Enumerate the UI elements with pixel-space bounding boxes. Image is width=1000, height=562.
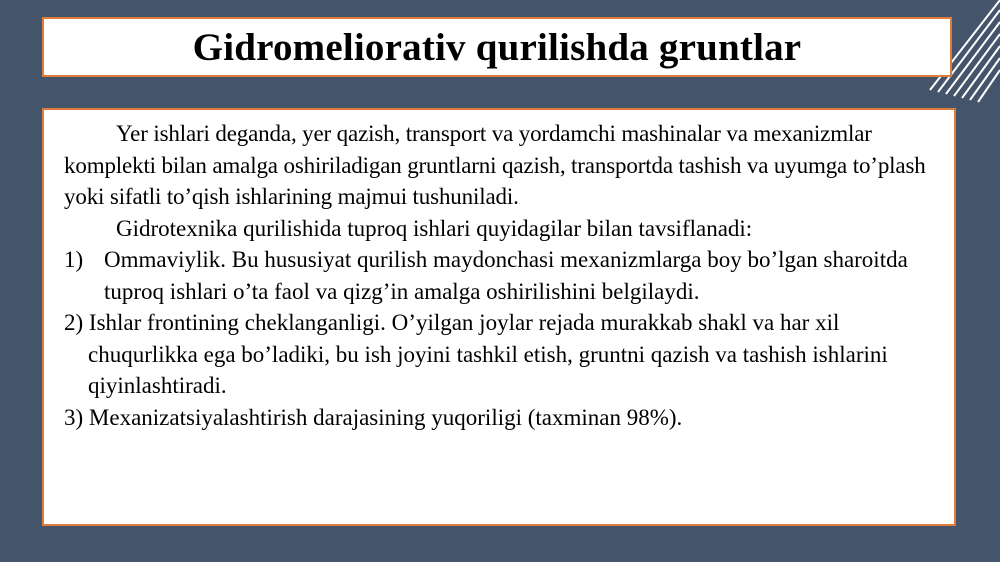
title-box — [42, 17, 952, 77]
intro-paragraph: Yer ishlari deganda, yer qazish, transport va yordamchi mashinalar va mexanizmlar komplekti bilan amalga oshiriladigan gruntlarni qazish, transportda tashish va uyumga to’plash yoki sifatli to’qish ishlarining majmui tushuniladi. — [64, 121, 926, 209]
list-item-number: 1) — [64, 247, 84, 272]
list-item-number: 2) — [64, 310, 84, 335]
content-box — [42, 108, 956, 526]
list-item — [64, 402, 942, 434]
list-item-number: 3) — [64, 404, 84, 430]
list-item — [64, 244, 942, 307]
list-item-text: Ommaviylik. Bu hususiyat qurilish maydonchasi mexanizmlarga boy bo’lgan sharoitda tuproq ishlari o’ta faol va qizg’in amalga oshirilishini belgilaydi. — [104, 247, 908, 304]
list-item-text: Ishlar frontining cheklanganligi. O’yilgan joylar rejada murakkab shakl va har xil chuqurlikka ega bo’ladiki, bu ish joyini tashkil etish, gruntni qazish va tashish ishlarini qiyinlashtiradi. — [88, 310, 888, 398]
slide-title: Gidromeliorativ qurilishda gruntlar — [192, 25, 802, 69]
lead-paragraph: Gidrotexnika qurilishida tuproq ishlari quyidagilar bilan tavsiflanadi: — [116, 215, 753, 241]
list-item-text: Mexanizatsiyalashtirish darajasining yuqoriligi (taxminan 98%). — [88, 404, 683, 430]
list-item — [64, 307, 942, 402]
